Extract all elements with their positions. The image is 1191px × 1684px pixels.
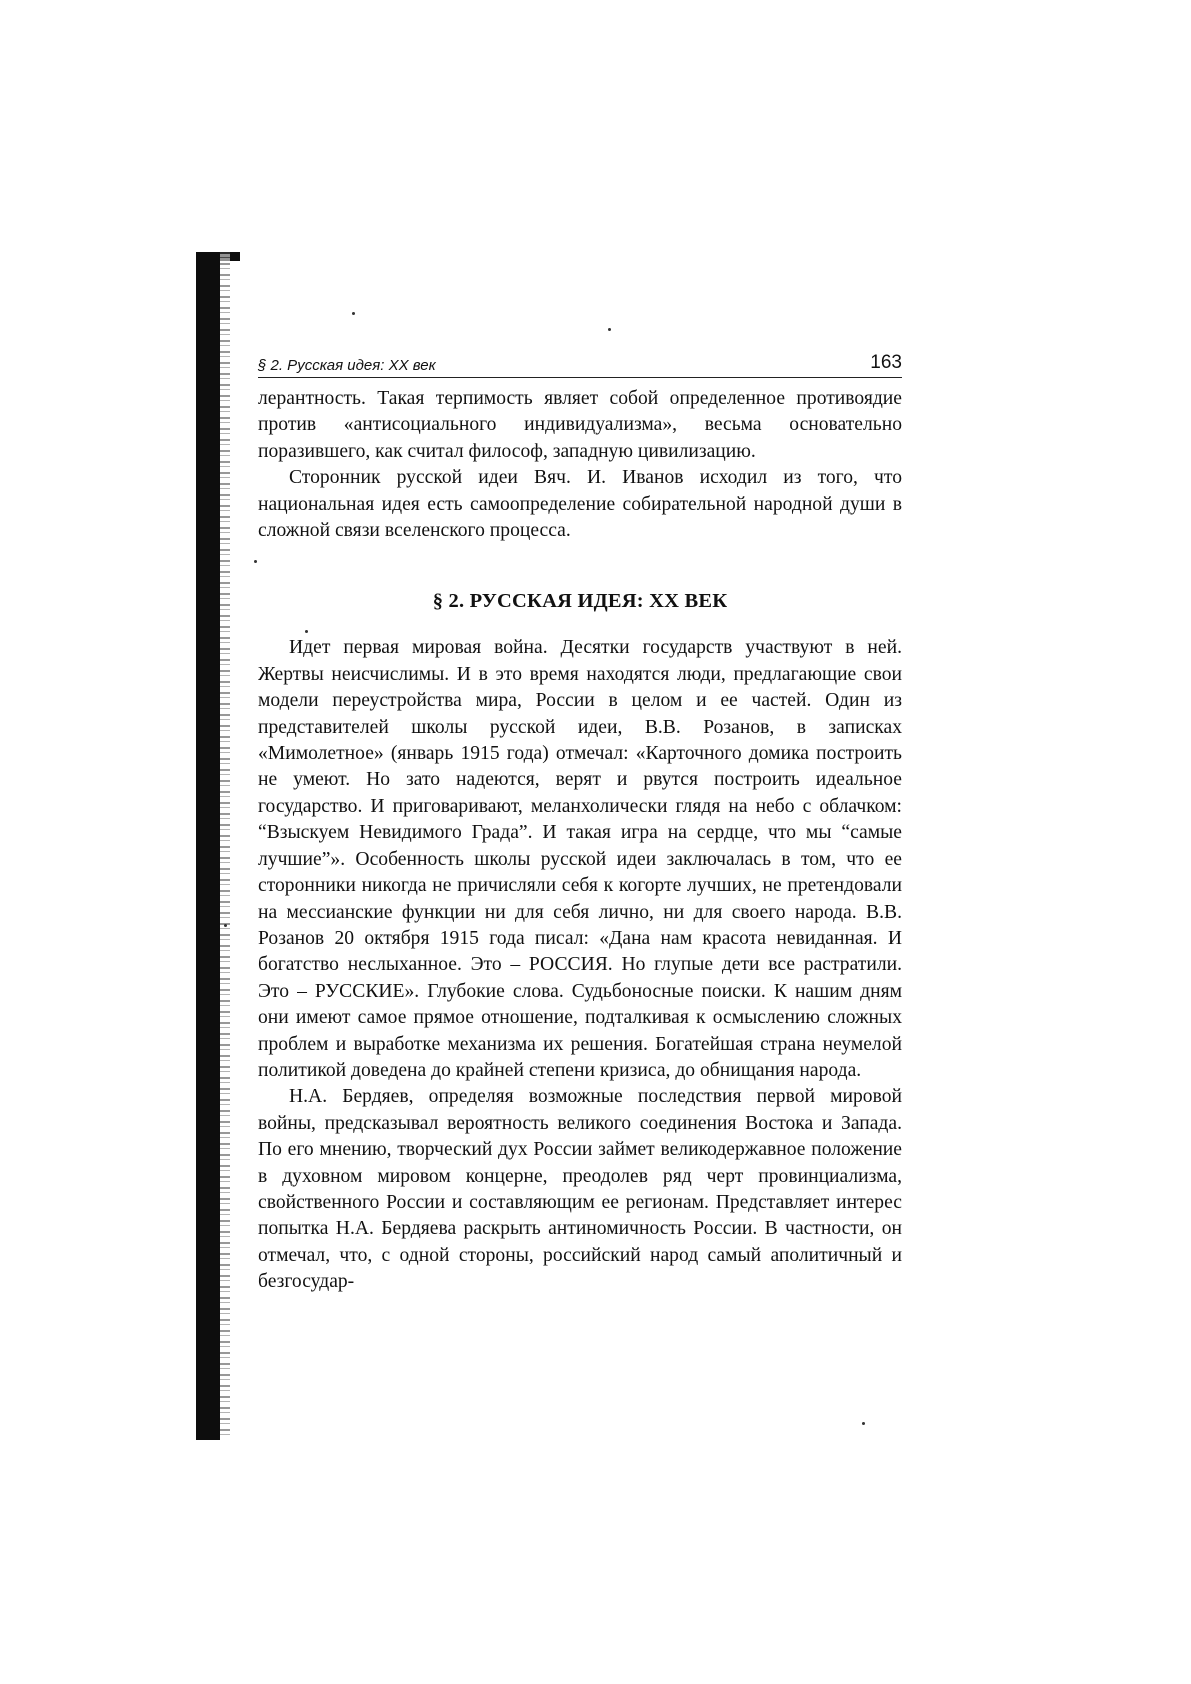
running-title: § 2. Русская идея: XX век — [258, 357, 436, 374]
scan-binding-edge — [196, 252, 220, 1440]
text-block-after-heading — [258, 635, 902, 1295]
page-number: 163 — [870, 352, 902, 373]
section-heading: § 2. РУССКАЯ ИДЕЯ: XX ВЕК — [432, 590, 728, 613]
paragraph: Сторонник русской идеи Вяч. И. Иванов исходил из того, что национальная идея есть самоопределение собирательной народной души в сложной связи вселенского процесса. — [258, 467, 902, 542]
scan-speck — [254, 560, 257, 563]
paragraph: Н.А. Бердяев, определяя возможные последствия первой мировой войны, предсказывал вероятность великого соединения Востока и Запада. По его мнению, творческий дух России займет великодержавное положение в духовном мировом концерне, преодолев ряд черт провинциализма, свойственного России и составляющим ее регионам. Представляет интерес попытка Н.А. Бердяева раскрыть антиномичность России. В частности, он отмечал, что, с одной стороны, российский народ самый аполитичный и безгосудар- — [258, 1086, 902, 1293]
book-page — [258, 352, 902, 1296]
scan-speck — [608, 328, 611, 331]
scan-speck — [352, 312, 355, 315]
scan-speck — [224, 924, 227, 927]
paragraph: Идет первая мировая война. Десятки государств участвуют в ней. Жертвы неисчислимы. И в это время находятся люди, предлагающие свои модели переустройства мира, России в целом и ее частей. Один из представителей школы русской идеи, В.В. Розанов, в записках «Мимолетное» (январь 1915 года) отмечал: «Карточного домика построить не умеют. Но зато надеются, верят и рвутся построить идеальное государство. И приговаривают, меланхолически глядя на небо с облачком: “Взыскуем Невидимого Града”. И такая игра на сердце, что мы “самые лучшие”». Особенность школы русской идеи заключалась в том, что ее сторонники никогда не причисляли себя к когорте лучших, не претендовали на мессианские функции ни для себя лично, ни для своего народа. В.В. Розанов 20 октября 1915 года писал: «Дана нам красота невиданная. И богатство неслыханное. Это – РОССИЯ. Но глупые дети все растратили. Это – РУССКИЕ». Глубокие слова. Судьбоносные поиски. К нашим дням они имеют самое прямое отношение, подталкивая к осмыслению сложных проблем и выработке механизма их решения. Богатейшая страна неумелой политикой доведена до крайней степени кризиса, до обнищания народа. — [258, 637, 902, 1081]
page-body — [258, 386, 902, 1296]
text-block-before-heading — [258, 386, 902, 544]
scan-speck — [862, 1422, 865, 1425]
running-header — [258, 352, 902, 378]
paragraph-continuation: лерантность. Такая терпимость являет собой определенное противоядие против «антисоциального индивидуализма», весьма основательно поразившего, как считал философ, западную цивилизацию. — [258, 388, 902, 462]
